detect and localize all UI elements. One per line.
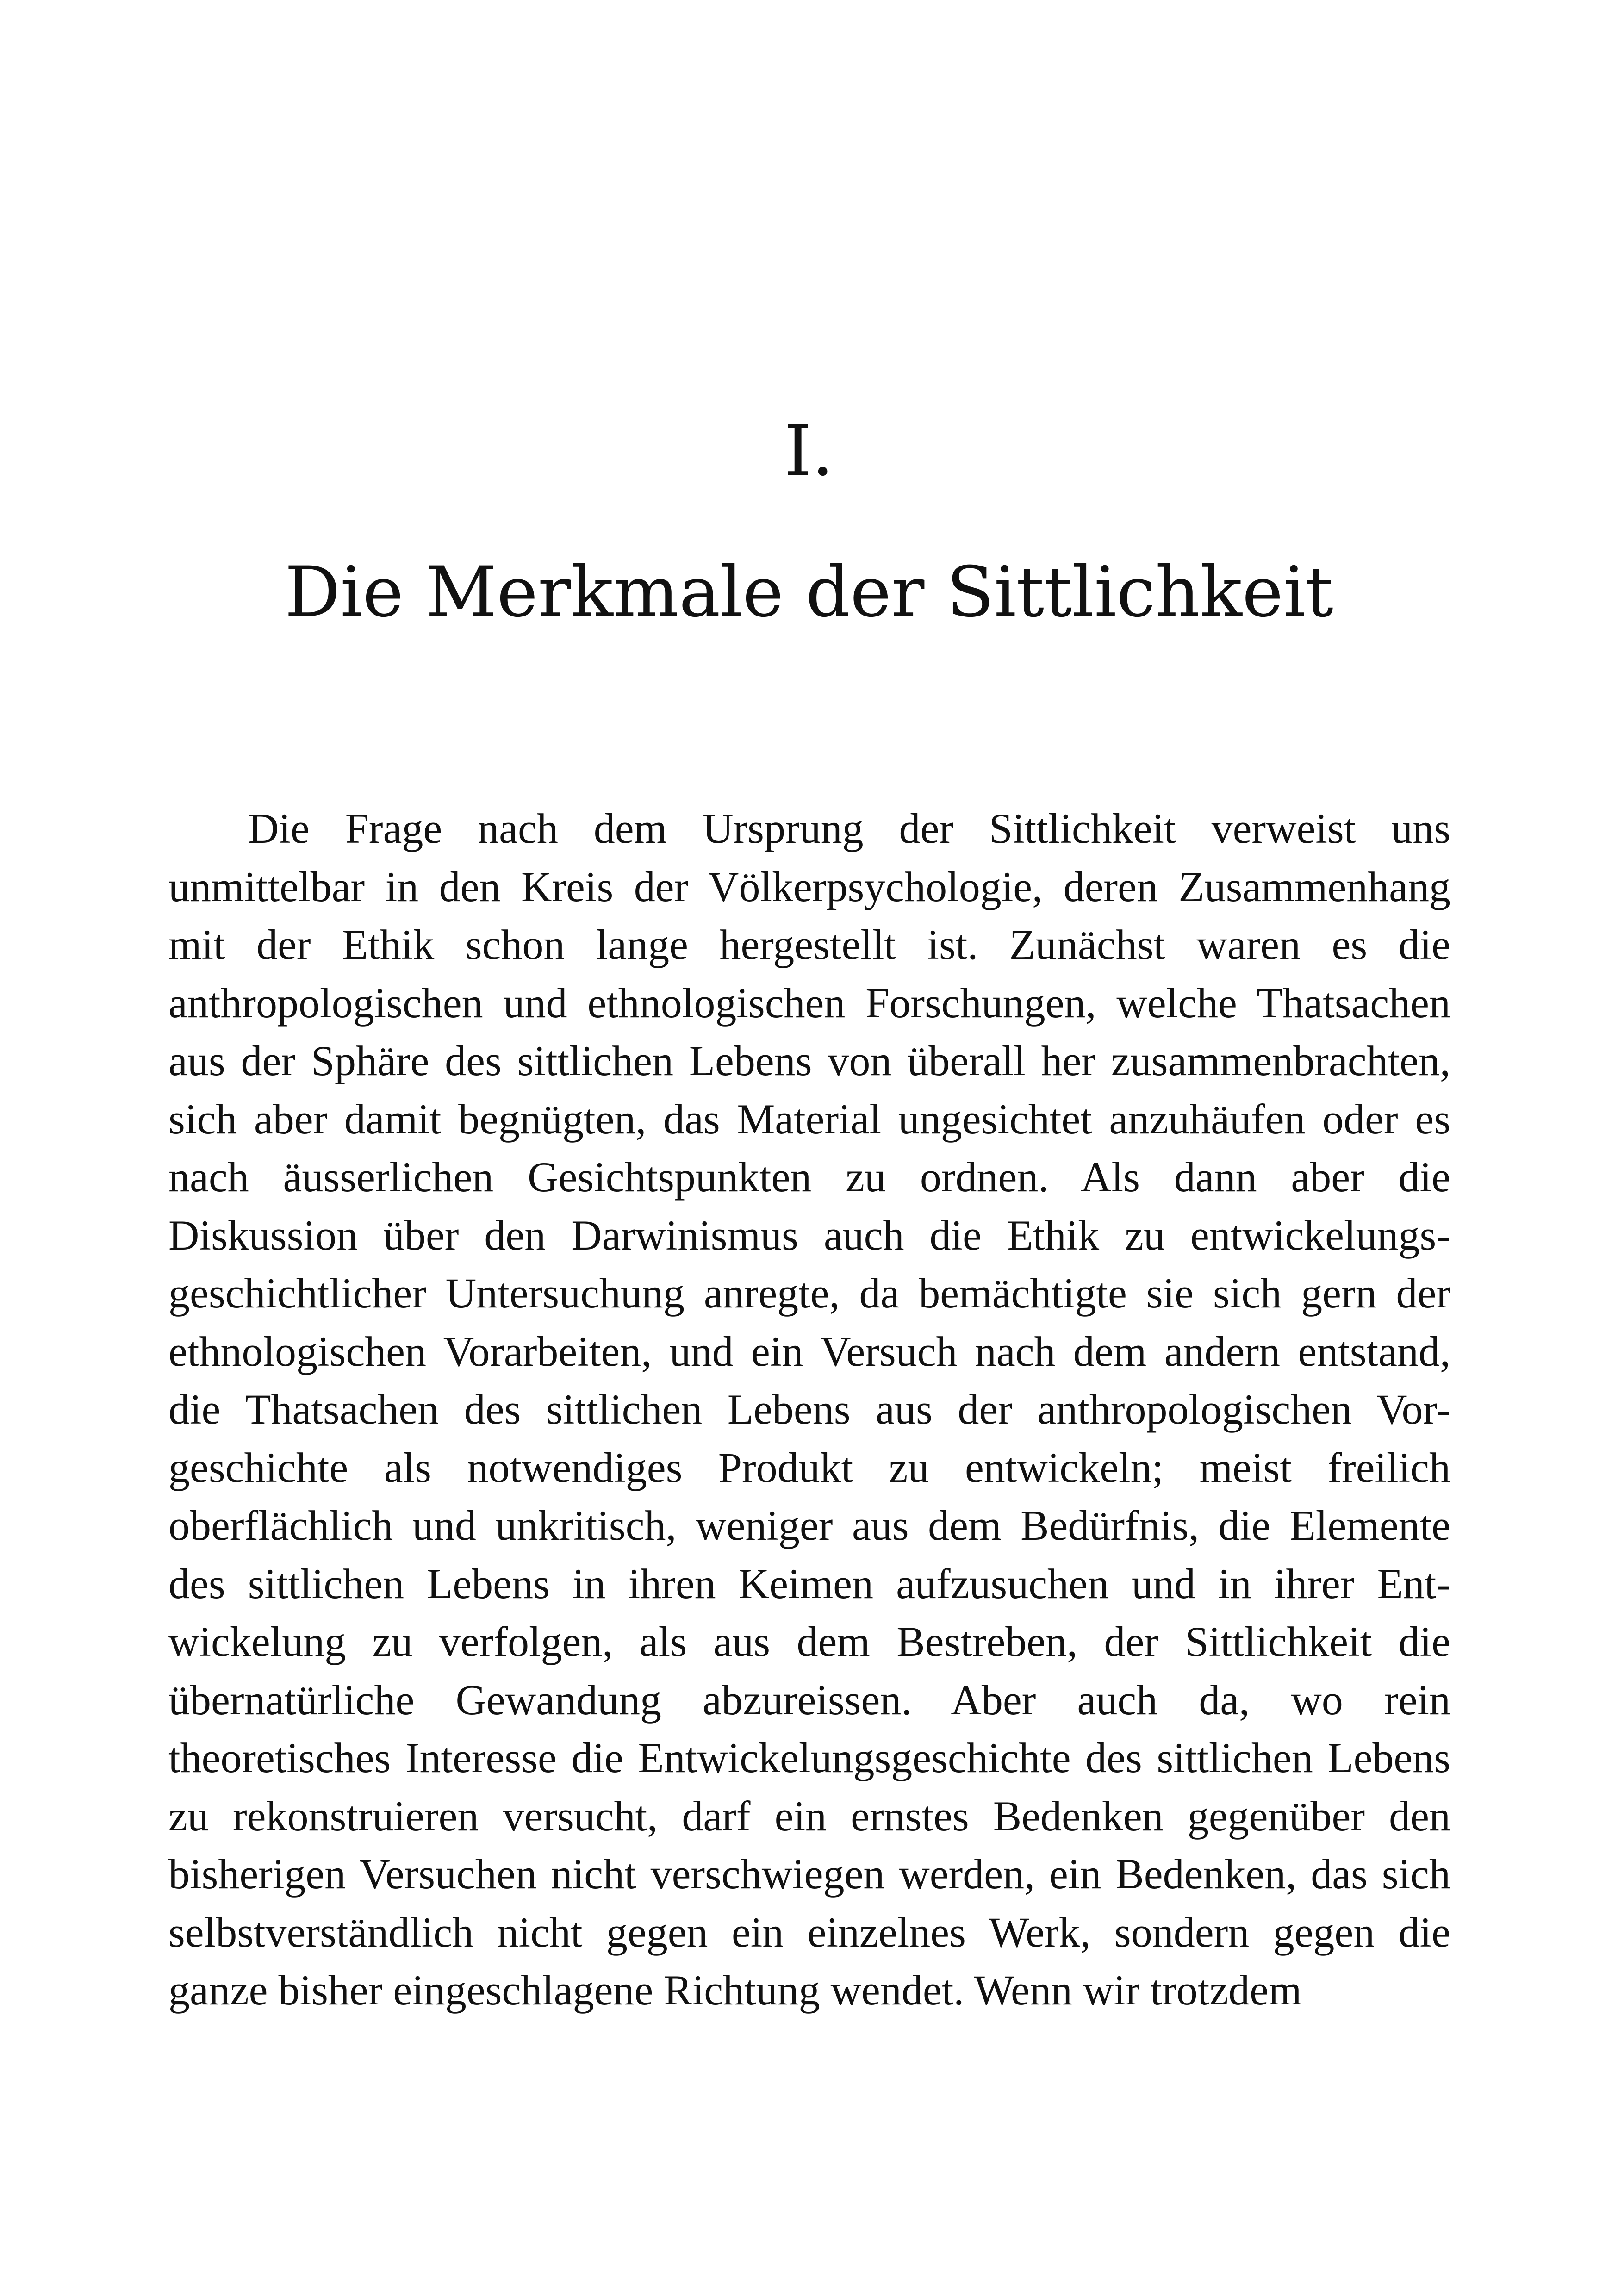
text-line: Die Frage nach dem Ursprung der Sittlichkeit verweist uns <box>248 805 1450 852</box>
text-line: selbstverständlich nicht gegen ein einzelnes Werk, sondern gegen die <box>168 1908 1450 1956</box>
text-line: sich aber damit begnügten, das Material ungesichtet anzuhäufen oder es <box>168 1095 1450 1143</box>
chapter-number: I. <box>784 411 834 492</box>
text-line: Diskussion über den Darwinismus auch die Ethik zu entwickelungs- <box>168 1211 1450 1259</box>
text-line: wickelung zu verfolgen, als aus dem Bestreben, der Sittlichkeit die <box>168 1618 1450 1665</box>
text-line: nach äusserlichen Gesichtspunkten zu ordnen. Als dann aber die <box>168 1153 1450 1201</box>
text-line: bisherigen Versuchen nicht verschwiegen werden, ein Bedenken, das sich <box>168 1850 1450 1898</box>
text-line: theoretisches Interesse die Entwickelungsgeschichte des sittlichen Lebens <box>168 1734 1450 1781</box>
text-line: übernatürliche Gewandung abzureissen. Aber auch da, wo rein <box>168 1676 1450 1724</box>
body-paragraph <box>168 800 1450 2020</box>
text-line: aus der Sphäre des sittlichen Lebens von überall her zusammenbrachten, <box>168 1037 1450 1084</box>
chapter-title: Die Merkmale der Sittlichkeit <box>285 552 1333 633</box>
text-line: anthropologischen und ethnologischen Forschungen, welche Thatsachen <box>168 979 1450 1027</box>
text-line: die Thatsachen des sittlichen Lebens aus der anthropologischen Vor- <box>168 1386 1450 1433</box>
text-line: geschichtlicher Untersuchung anregte, da bemächtigte sie sich gern der <box>168 1269 1450 1317</box>
text-line: zu rekonstruieren versucht, darf ein ernstes Bedenken gegenüber den <box>168 1792 1450 1840</box>
text-line: des sittlichen Lebens in ihren Keimen aufzusuchen und in ihrer Ent- <box>168 1560 1450 1607</box>
text-line: unmittelbar in den Kreis der Völkerpsychologie, deren Zusammenhang <box>168 863 1450 910</box>
text-line: ethnologischen Vorarbeiten, und ein Versuch nach dem andern entstand, <box>168 1327 1450 1375</box>
text-line: mit der Ethik schon lange hergestellt ist. Zunächst waren es die <box>168 921 1450 968</box>
text-line: geschichte als notwendiges Produkt zu entwickeln; meist freilich <box>168 1444 1450 1491</box>
text-line: ganze bisher eingeschlagene Richtung wendet. Wenn wir trotzdem <box>168 1966 1302 2014</box>
text-line: oberflächlich und unkritisch, weniger aus dem Bedürfnis, die Elemente <box>168 1502 1450 1549</box>
